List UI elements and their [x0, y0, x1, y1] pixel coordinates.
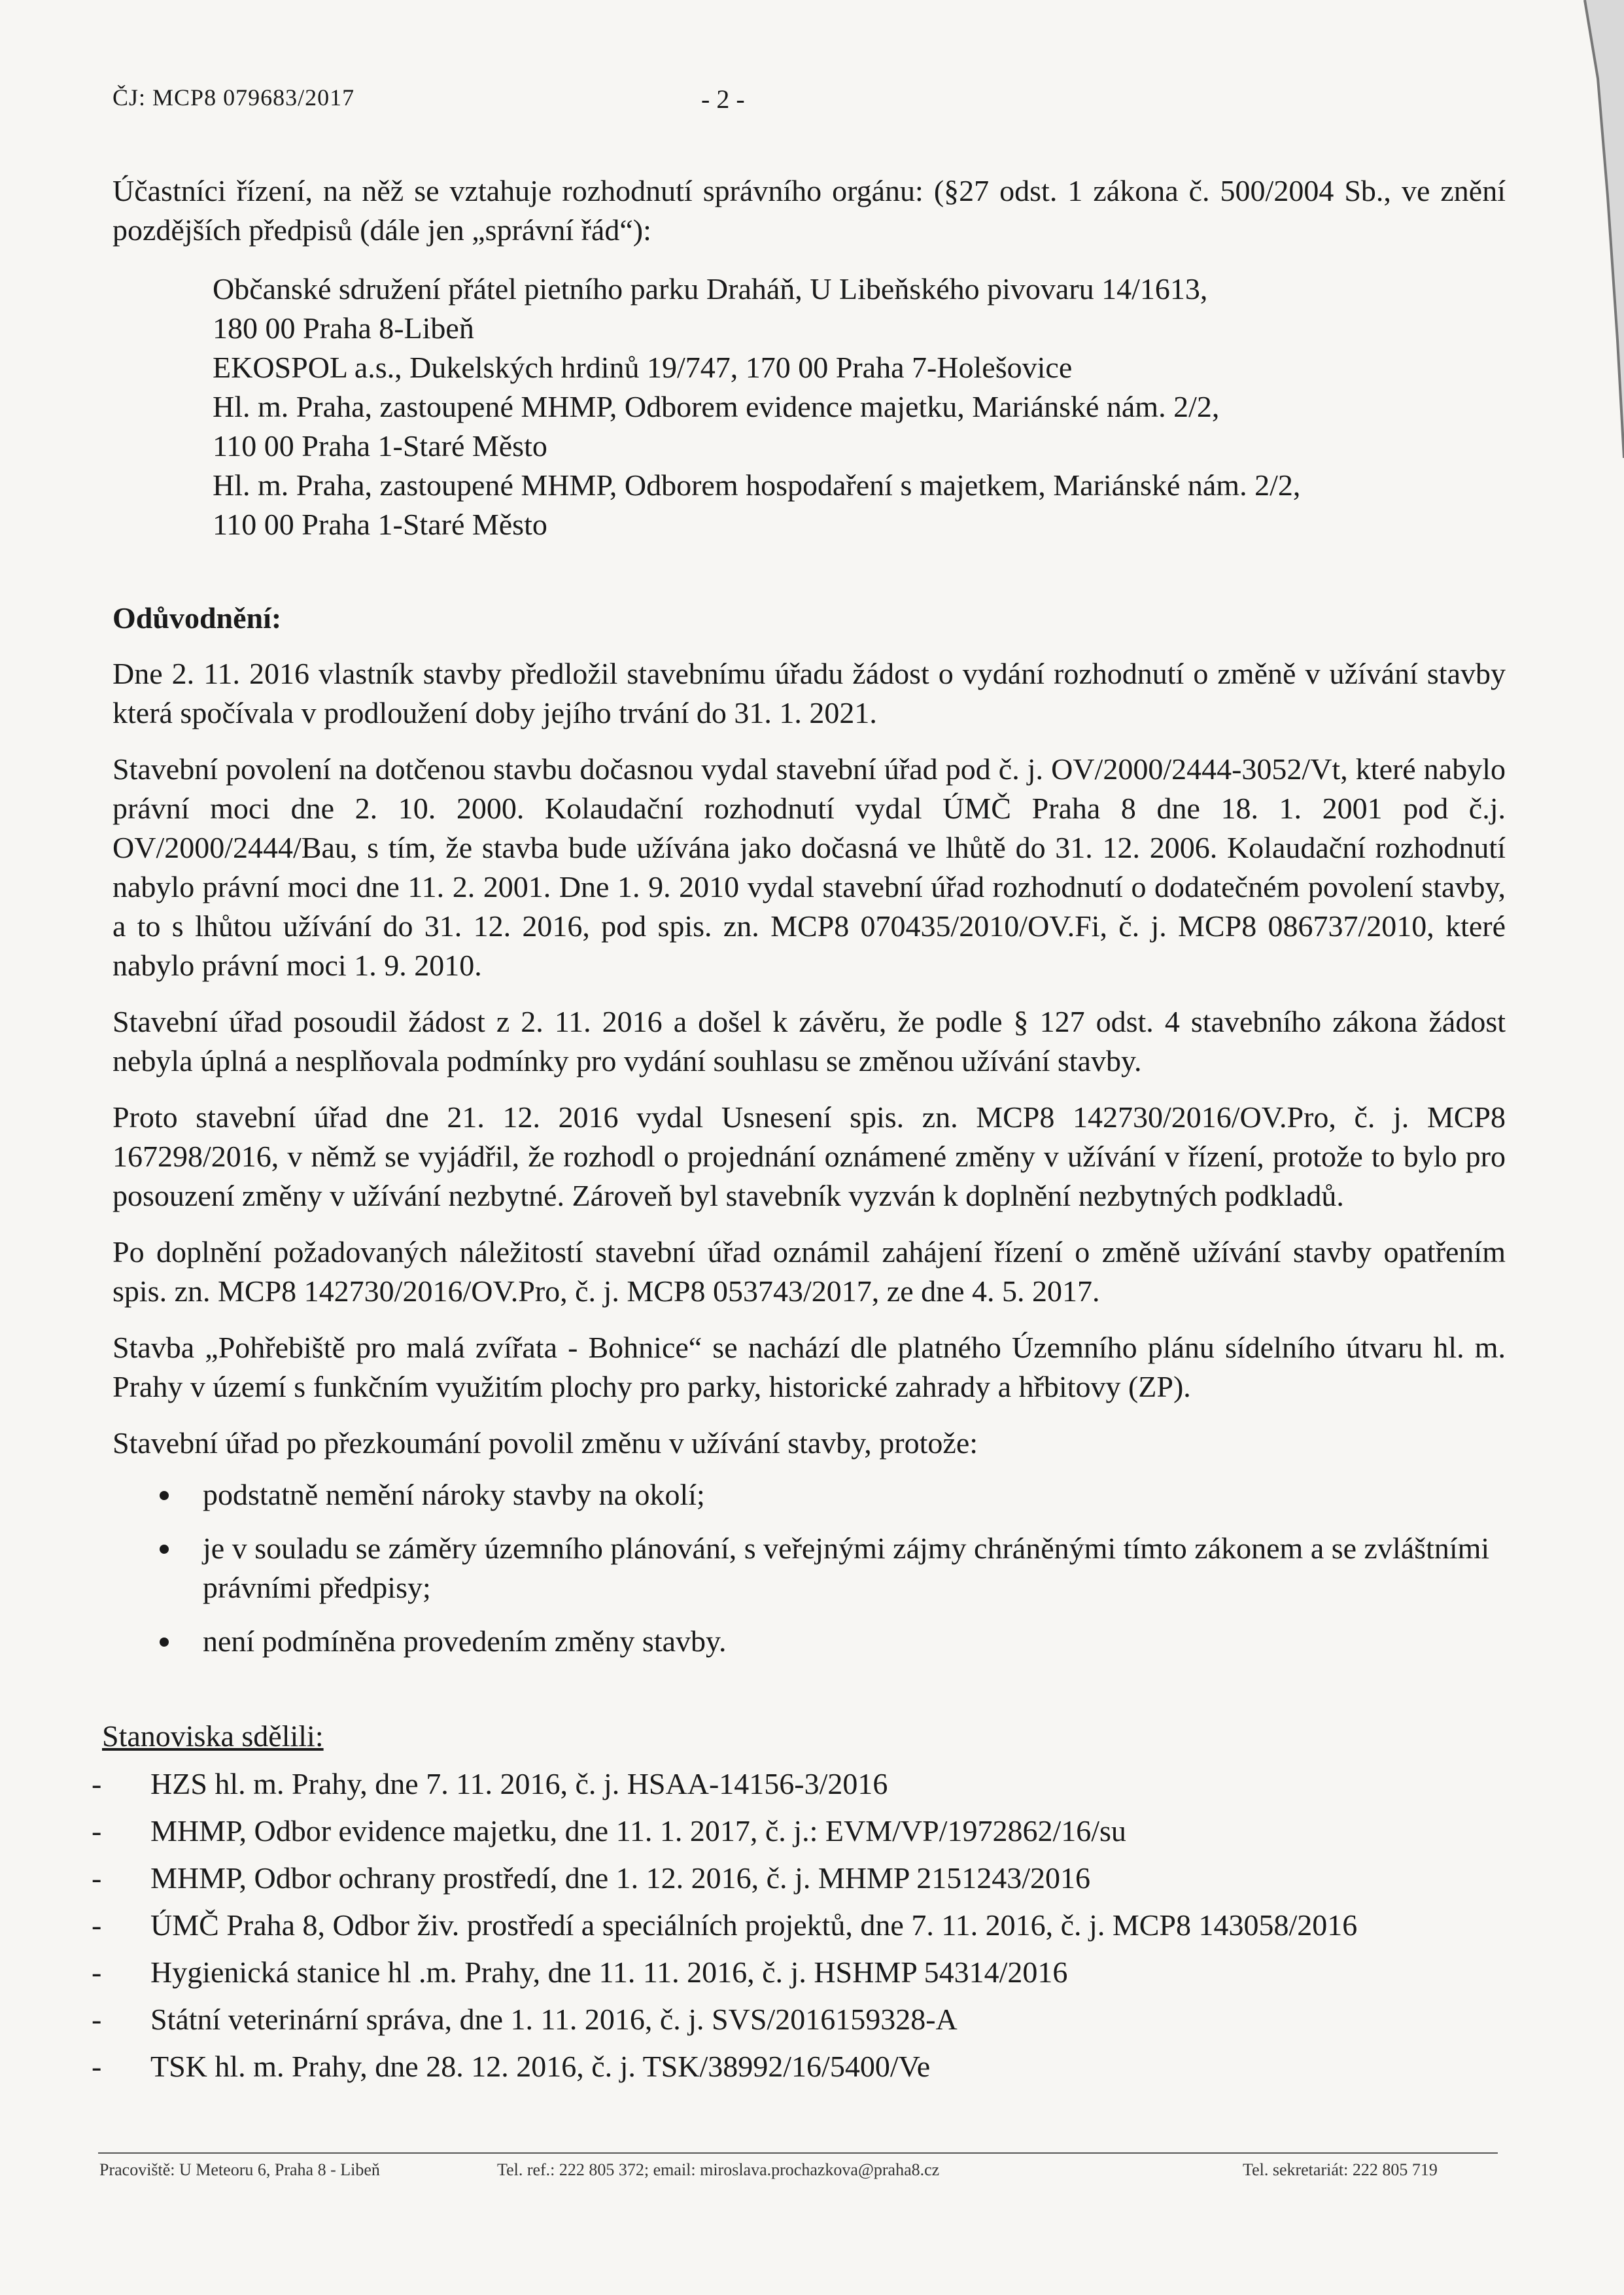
reasoning-paragraph: Proto stavební úřad dne 21. 12. 2016 vydal Usnesení spis. zn. MCP8 142730/2016/OV.Pro, č. j. MCP8 167298/2016, v němž se vyjádřil, že rozhodl o projednání oznámené změny v užívání v řízení, protože to bylo pro posouzení změny v užívání nezbytné. Zároveň byl stavebník vyzván k doplnění nezbytných podkladů. [112, 1100, 1506, 1212]
opinion-item [92, 1953, 1530, 2000]
opinion-item [92, 1812, 1530, 1859]
dash-marker: - [92, 1814, 102, 1848]
footer-divider [98, 2152, 1498, 2154]
opinion-text: TSK hl. m. Prahy, dne 28. 12. 2016, č. j. TSK/38992/16/5400/Ve [150, 2050, 931, 2083]
bullet-dot-icon [160, 1545, 169, 1554]
bullet-dot-icon [160, 1491, 169, 1500]
opinions-heading: Stanoviska sdělili: [102, 1719, 324, 1753]
reasoning-body [112, 654, 1506, 1480]
participant-line: Hl. m. Praha, zastoupené MHMP, Odborem evidence majetku, Mariánské nám. 2/2, [213, 390, 1220, 423]
page-number: - 2 - [701, 84, 745, 114]
bullet-dot-icon [160, 1638, 169, 1647]
participant-line: EKOSPOL a.s., Dukelských hrdinů 19/747, 170 00 Praha 7-Holešovice [213, 351, 1073, 384]
opinion-text: ÚMČ Praha 8, Odbor živ. prostředí a speciálních projektů, dne 7. 11. 2016, č. j. MCP8 143058/2016 [150, 1908, 1358, 1942]
participant-line: 180 00 Praha 8-Libeň [213, 311, 474, 345]
bullet-text: podstatně nemění nároky stavby na okolí; [203, 1478, 705, 1511]
opinion-text: Hygienická stanice hl .m. Prahy, dne 11. 11. 2016, č. j. HSHMP 54314/2016 [150, 1955, 1068, 1989]
participant-line: 110 00 Praha 1-Staré Město [213, 429, 547, 463]
dash-marker: - [92, 1908, 102, 1942]
opinion-item [92, 1859, 1530, 1906]
bullet-text: není podmíněna provedením změny stavby. [203, 1624, 727, 1658]
reasoning-paragraph: Stavba „Pohřebiště pro malá zvířata - Bohnice“ se nachází dle platného Územního plánu sídelního útvaru hl. m. Prahy v území s funkčním využitím plochy pro parky, historické zahrady a hřbitovy (ZP). [112, 1331, 1506, 1403]
footer-secretariat: Tel. sekretariát: 222 805 719 [1243, 2160, 1438, 2179]
reasoning-paragraph: Dne 2. 11. 2016 vlastník stavby předložil stavebnímu úřadu žádost o vydání rozhodnutí o změně v užívání stavby která spočívala v prodloužení doby jejího trvání do 31. 1. 2021. [112, 657, 1506, 729]
opinion-item [92, 2000, 1530, 2047]
page-fold-shadow [1546, 0, 1624, 458]
bullet-item [112, 1529, 1506, 1607]
opinion-text: MHMP, Odbor ochrany prostředí, dne 1. 12. 2016, č. j. MHMP 2151243/2016 [150, 1861, 1091, 1895]
dash-marker: - [92, 1767, 102, 1800]
opinion-item [92, 2047, 1530, 2094]
participants-intro: Účastníci řízení, na něž se vztahuje rozhodnutí správního orgánu: (§27 odst. 1 zákona č. 500/2004 Sb., ve znění pozdějších předpisů (dále jen „správní řád“): [112, 174, 1506, 247]
document-reference-number: ČJ: MCP8 079683/2017 [112, 84, 355, 111]
opinion-text: HZS hl. m. Prahy, dne 7. 11. 2016, č. j. HSAA-14156-3/2016 [150, 1767, 888, 1800]
reasoning-heading: Odůvodnění: [112, 601, 282, 635]
participants-list [213, 270, 1455, 544]
participant-line: 110 00 Praha 1-Staré Město [213, 508, 547, 541]
reasoning-paragraph: Stavební povolení na dotčenou stavbu dočasnou vydal stavební úřad pod č. j. OV/2000/2444-3052/Vt, které nabylo právní moci dne 2. 10. 2000. Kolaudační rozhodnutí vydal ÚMČ Praha 8 dne 18. 1. 2001 pod č.j. OV/2000/2444/Bau, s tím, že stavba bude užívána jako dočasná ve lhůtě do 31. 12. 2006. Kolaudační rozhodnutí nabylo právní moci dne 11. 2. 2001. Dne 1. 9. 2010 vydal stavební úřad rozhodnutí o dodatečném povolení stavby, a to s lhůtou užívání do 31. 12. 2016, pod spis. zn. MCP8 070435/2010/OV.Fi, č. j. MCP8 086737/2010, které nabylo právní moci 1. 9. 2010. [112, 752, 1506, 982]
reasoning-bullet-list [112, 1475, 1506, 1675]
bullet-item [112, 1475, 1506, 1515]
dash-marker: - [92, 1861, 102, 1895]
reasoning-paragraph: Stavební úřad po přezkoumání povolil změnu v užívání stavby, protože: [112, 1426, 978, 1460]
footer-contact: Tel. ref.: 222 805 372; email: miroslava.prochazkova@praha8.cz [497, 2160, 940, 2179]
reasoning-paragraph: Stavební úřad posoudil žádost z 2. 11. 2016 a došel k závěru, že podle § 127 odst. 4 stavebního zákona žádost nebyla úplná a nesplňovala podmínky pro vydání souhlasu se změnou užívání stavby. [112, 1005, 1506, 1077]
participant-line: Občanské sdružení přátel pietního parku Draháň, U Libeňského pivovaru 14/1613, [213, 272, 1208, 306]
bullet-item [112, 1622, 1506, 1661]
opinions-list [92, 1764, 1530, 2094]
footer-workplace: Pracoviště: U Meteoru 6, Praha 8 - Libeň [99, 2160, 380, 2179]
dash-marker: - [92, 1955, 102, 1989]
bullet-text: je v souladu se záměry územního plánování, s veřejnými zájmy chráněnými tímto zákonem a se zvláštními právními předpisy; [203, 1532, 1490, 1604]
reasoning-paragraph: Po doplnění požadovaných náležitostí stavební úřad oznámil zahájení řízení o změně užívání stavby opatřením spis. zn. MCP8 142730/2016/OV.Pro, č. j. MCP8 053743/2017, ze dne 4. 5. 2017. [112, 1235, 1506, 1308]
dash-marker: - [92, 2050, 102, 2083]
opinion-text: MHMP, Odbor evidence majetku, dne 11. 1. 2017, č. j.: EVM/VP/1972862/16/su [150, 1814, 1126, 1848]
opinion-item [92, 1906, 1530, 1953]
dash-marker: - [92, 2003, 102, 2036]
opinion-text: Státní veterinární správa, dne 1. 11. 2016, č. j. SVS/2016159328-A [150, 2003, 958, 2036]
opinion-item [92, 1764, 1530, 1812]
participant-line: Hl. m. Praha, zastoupené MHMP, Odborem hospodaření s majetkem, Mariánské nám. 2/2, [213, 468, 1301, 502]
